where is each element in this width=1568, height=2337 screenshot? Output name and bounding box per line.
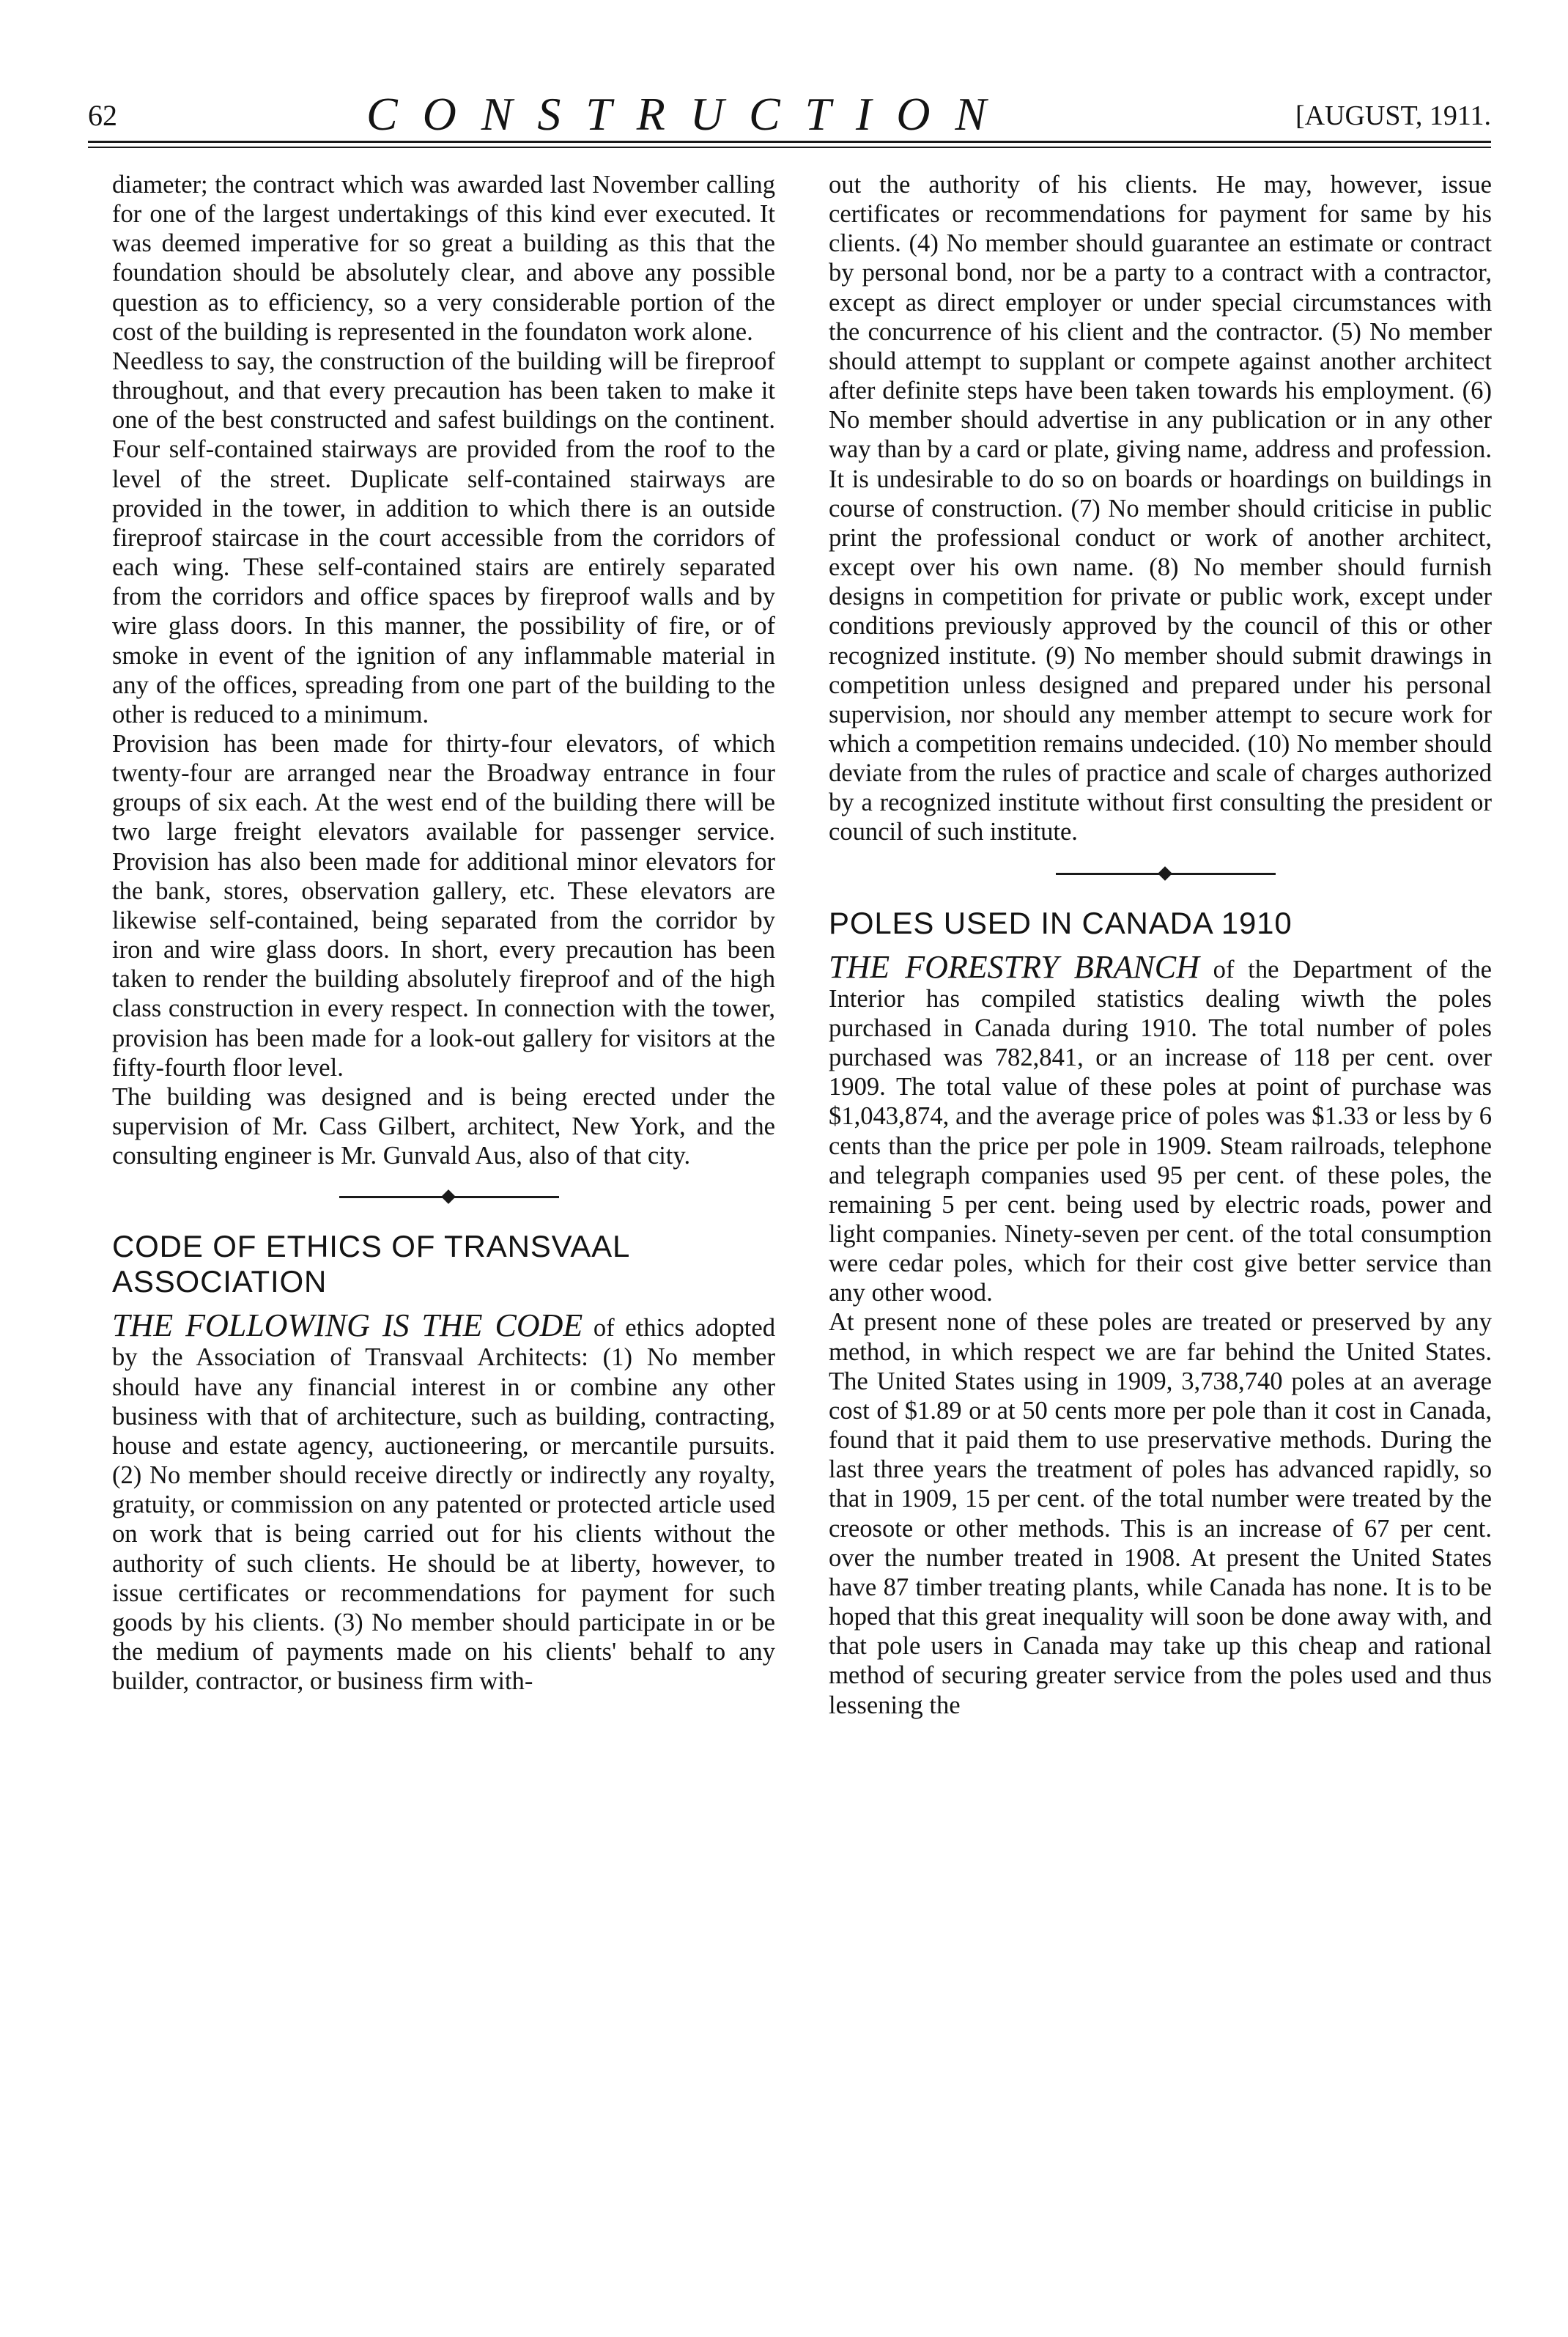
article-paragraph (112, 1307, 775, 1696)
divider-ornament-icon (1158, 866, 1172, 881)
page-header (88, 88, 1491, 140)
section-divider (112, 1182, 775, 1211)
article-lead: THE FOLLOWING IS THE CODE (112, 1307, 583, 1344)
masthead-title: CONSTRUCTION (366, 88, 1012, 140)
left-column (112, 170, 775, 1696)
article-paragraph: diameter; the contract which was awarded last November calling for one of the largest undertakings of this kind ever executed. It was deemed imperative for so great a building as this that the foundation should be absolutely clear, and above any possible question as to efficiency, so a very considerable portion of the cost of the building is represented in the foundaton work alone. (112, 171, 775, 346)
article-paragraph: The building was designed and is being erected under the supervision of Mr. Cass Gilbert, architect, New York, and the consulting engineer is Mr. Gunvald Aus, also of that city. (112, 1082, 775, 1170)
right-column (829, 170, 1492, 1720)
article-lead: THE FORESTRY BRANCH (829, 948, 1199, 985)
article-paragraph: At present none of these poles are treated or preserved by any method, in which respect we are far behind the United States. The United States using in 1909, 3,738,740 poles at an average cost of $1.89 or at 50 cents more per pole than it cost in Canada, found that it paid them to use preservative methods. During the last three years the treatment of poles has advanced rapidly, so that in 1909, 15 per cent. of the total number were treated by the creosote or other methods. This is an increase of 67 per cent. over the number treated in 1908. At present the United States have 87 timber treating plants, while Canada has none. It is to be hoped that this great inequality will soon be done away with, and that pole users in Canada may take up this cheap and rational method of securing greater service from the poles used and thus lessening the (829, 1308, 1492, 1719)
article-heading: CODE OF ETHICS OF TRANSVAAL ASSOCIATION (112, 1229, 629, 1299)
article-paragraph: Provision has been made for thirty-four elevators, of which twenty-four are arranged near the Broadway entrance in four groups of six each. At the west end of the building there will be two large freight elevators available for passenger service. Provision has also been made for additional minor elevators for the bank, stores, observation gallery, etc. These elevators are likewise self-contained, being separated from the corridor by iron and wire glass doors. In short, every precaution has been taken to render the building absolutely fireproof and of the high class construction in every respect. In connection with the tower, provision has been made for a look-out gallery for visitors at the fifty-fourth floor level. (112, 729, 775, 1082)
article-body: of ethics adopted by the Association of Transvaal Architects: (1) No member should have any financial interest in or combine any other business with that of architecture, such as building, contracting, house and estate agency, auctioneering, or mercantile pursuits. (2) No member should receive directly or indirectly any royalty, gratuity, or commission on any patented or protected article used on work that is being carried out for his clients without the authority of such clients. He should be at liberty, however, to issue certificates or recommendations for payment for such goods by his clients. (3) No member should participate in or be the medium of payments made on his clients' behalf to any builder, contractor, or business firm with- (112, 1314, 775, 1696)
divider-ornament-icon (441, 1189, 456, 1204)
article-paragraph (829, 948, 1492, 1308)
issue-date: [AUGUST, 1911. (1295, 100, 1491, 131)
article-heading: POLES USED IN CANADA 1910 (829, 905, 1293, 940)
page-number: 62 (88, 99, 117, 132)
header-rule (88, 147, 1491, 148)
article-paragraph: out the authority of his clients. He may, however, issue certificates or recommendations for payment for same by his clients. (4) No member should guarantee an estimate or contract by personal bond, nor be a party to a contract with a contractor, except as direct employer or under special circumstances with the concurrence of his client and the contractor. (5) No member should attempt to supplant or compete against another architect after definite steps have been taken towards his employment. (6) No member should advertise in any publication or in any other way than by a card or plate, giving name, address and profession. It is undesirable to do so on boards or hoardings on buildings in course of construction. (7) No member should criticise in public print the professional conduct or work of another architect, except over his own name. (8) No member should furnish designs in competition for private or public work, except under conditions previously approved by the council of this or other recognized institute. (9) No member should submit drawings in competition unless designed and prepared under his personal supervision, nor should any member attempt to secure work for which a competition remains undecided. (10) No member should deviate from the rules of practice and scale of charges authorized by a recognized institute without first consulting the president or council of such institute. (829, 171, 1492, 846)
article-body: of the Department of the Interior has compiled statistics dealing wiwth the poles purchased in Canada during 1910. The total number of poles purchased was 782,841, or an increase of 118 per cent. over 1909. The total value of these poles at point of purchase was $1,043,874, and the average price of poles was $1.33 or less by 6 cents than the price per pole in 1909. Steam railroads, telephone and telegraph companies used 95 per cent. of these poles, the remaining 5 per cent. being used by electric roads, power and light companies. Ninety-seven per cent. of the total consumption were cedar poles, which for their cost give better service than any other wood. (829, 955, 1492, 1307)
section-divider (829, 859, 1492, 888)
header-rule (88, 141, 1491, 143)
article-paragraph: Needless to say, the construction of the building will be fireproof throughout, and that every precaution has been taken to make it one of the best constructed and safest buildings on the continent. Four self-contained stairways are provided from the roof to the level of the street. Duplicate self-contained stairways are provided in the tower, in addition to which there is an outside fireproof staircase in the court accessible from the corridors of each wing. These self-contained stairs are entirely separated from the corridors and office spaces by fireproof walls and by wire glass doors. In this manner, the possibility of fire, or of smoke in event of the ignition of any inflammable material in any of the offices, spreading from one part of the building to the other is reduced to a minimum. (112, 347, 775, 728)
